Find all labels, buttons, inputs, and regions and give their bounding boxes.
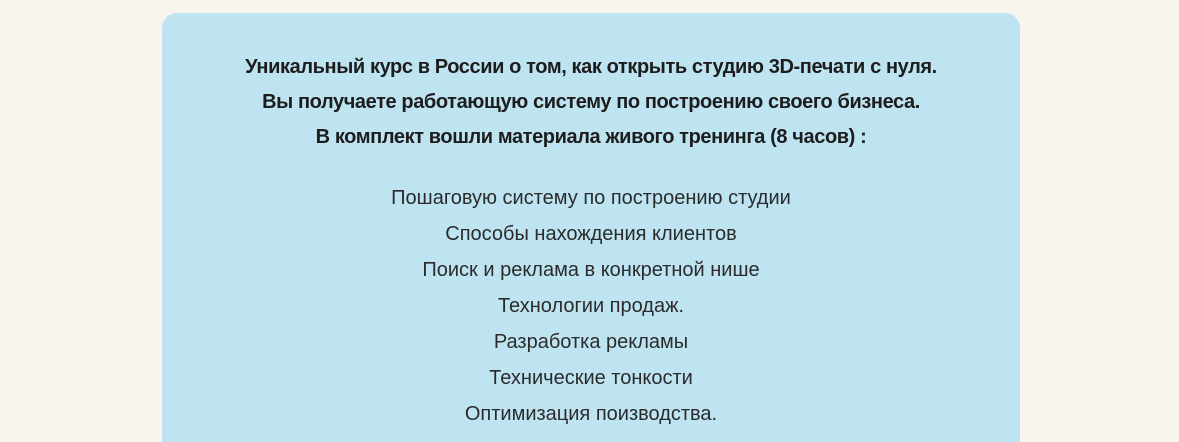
list-item: Пошаговую систему по построению студии — [391, 187, 791, 209]
list-item: Поиск и реклама в конкретной нише — [422, 259, 760, 281]
course-contents-list — [162, 180, 1020, 432]
course-heading — [162, 50, 1020, 155]
list-item: Способы нахождения клиентов — [445, 223, 737, 245]
heading-line-1: Уникальный курс в России о том, как открыть студию 3D-печати с нуля. — [245, 56, 937, 78]
heading-line-3: В комплект вошли материала живого тренинга (8 часов) : — [315, 126, 867, 148]
list-item: Оптимизация поизводства. — [464, 403, 718, 425]
list-item: Технические тонкости — [489, 367, 693, 389]
heading-line-2: Вы получаете работающую систему по построению своего бизнеса. — [262, 91, 920, 113]
list-item: Технологии продаж. — [497, 295, 685, 317]
list-item: Разработка рекламы — [493, 331, 689, 353]
course-info-card — [162, 13, 1020, 442]
